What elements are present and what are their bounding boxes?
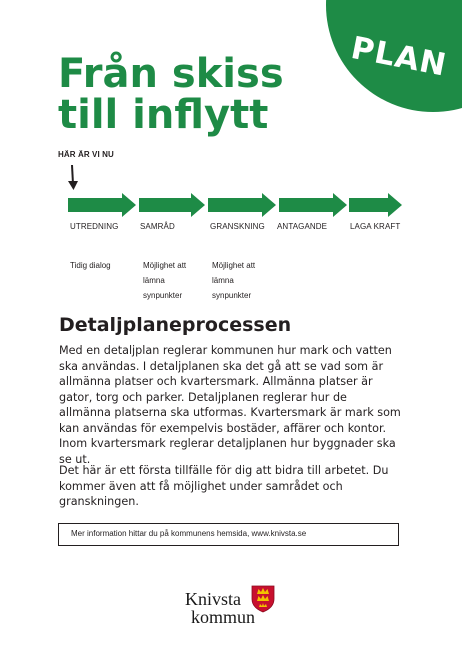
stage-note-granskning: Möjlighet att lämna synpunkter (212, 261, 256, 300)
stage-label-samrad: SAMRÅD (140, 222, 175, 231)
stage-note-utredning: Tidig dialog (70, 261, 111, 270)
stage-note-samrad: Möjlighet att lämna synpunkter (143, 261, 187, 300)
stage-arrow-utredning (68, 193, 136, 217)
page-title-line-1: Från skiss (58, 51, 284, 97)
info-text: Mer information hittar du på kommunens hemsida, www.knivsta.se (71, 529, 307, 538)
page-title-line-2: till inflytt (58, 92, 269, 138)
plan-badge-label: PLAN (348, 30, 450, 84)
stage-label-antagande: ANTAGANDE (277, 222, 328, 231)
section-heading: Detaljplaneprocessen (59, 314, 292, 336)
stage-arrow-samrad (139, 193, 205, 217)
body-paragraph: Det här är ett första tillfälle för dig att bidra till arbetet. Du kommer även att få möjlighet under samrådet och granskningen. (59, 464, 389, 508)
logo-text-line-2: kommun (191, 607, 256, 627)
info-box (58, 523, 399, 546)
body-paragraph: Med en detaljplan reglerar kommunen hur mark och vatten ska användas. I detaljplanen ska det gå att se vad som är allmänna platser och kvartersmark. Allmänna platser är gator, torg och parker. Detaljplanen reglerar hur de allmänna platserna ska utformas. Kvartersmark är mark som kan användas för exempelvis bostäder, affärer och kontor. Inom kvartersmark reglerar detaljplanen hur byggnader ska se ut. (59, 344, 401, 466)
logo-text-line-1: Knivsta (185, 589, 241, 609)
stage-label-laga-kraft: LAGA KRAFT (350, 222, 401, 231)
down-arrow-icon (66, 165, 80, 191)
current-stage-marker-label: HÄR ÄR VI NU (58, 150, 114, 159)
stage-label-granskning: GRANSKNING (210, 222, 265, 231)
stage-arrow-antagande (279, 193, 347, 217)
stage-arrow-laga-kraft (349, 193, 402, 217)
coat-of-arms-icon (251, 585, 275, 613)
stage-label-utredning: UTREDNING (70, 222, 119, 231)
stage-arrow-granskning (208, 193, 276, 217)
